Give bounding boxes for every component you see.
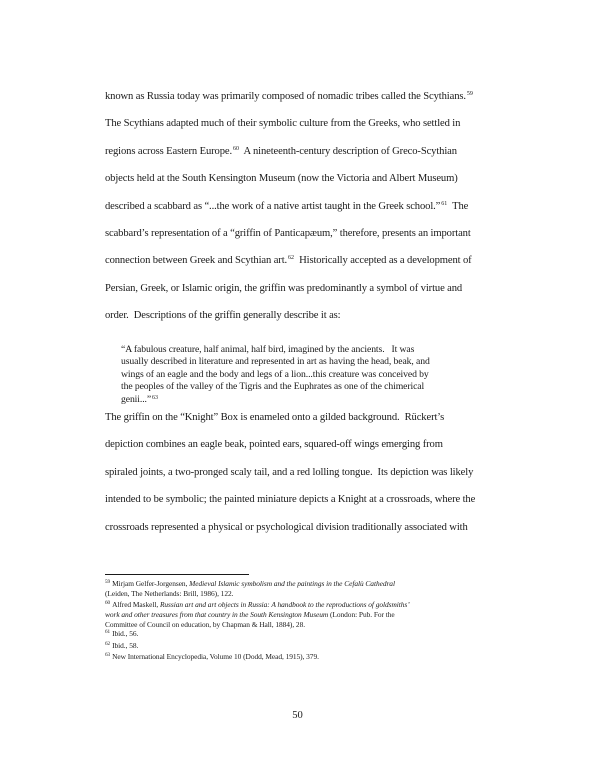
body-line: objects held at the South Kensington Museum (now the Victoria and Albert Museum) — [105, 173, 458, 185]
body-line: depiction combines an eagle beak, pointed ears, squared-off wings emerging from — [105, 439, 443, 451]
footnote-ref[interactable]: 59 — [466, 91, 473, 97]
quote-line: genii...”$^{63}$ — [121, 393, 159, 405]
body-line: regions across Eastern Europe.$^{60}$ A nineteenth-century description of Greco-Scythian — [105, 145, 457, 157]
footnote-ref[interactable]: 60 — [233, 145, 240, 152]
body-line: The Scythians adapted much of their symbolic culture from the Greeks, who settled in — [105, 118, 461, 130]
body-paragraph-2 — [105, 404, 545, 541]
footnote-59: $^{59}$ Mirjam Gelfer-Jorgensen, Medieval Islamic symbolism and the paintings in the Cefalù Cathedral — [105, 579, 395, 588]
body-line: described a scabbard as “...the work of a native artist taught in the Greek school.”$^{61}$ The — [105, 200, 469, 212]
body-line: spiraled joints, a two-pronged scaly tail, and a red lolling tongue. Its depiction was likely — [105, 466, 474, 478]
footnote-ref[interactable]: 63 — [152, 394, 159, 401]
block-quote — [121, 344, 541, 406]
footnote-60-cont: Committee of Council on education, by Chapman & Hall, 1884), 28. — [105, 619, 306, 629]
footnotes — [105, 579, 545, 662]
body-line: scabbard’s representation of a “griffin of Panticapæum,” therefore, presents an important — [105, 228, 471, 240]
footnote-ref[interactable]: 61 — [441, 200, 448, 207]
body-line: order. Descriptions of the griffin generally describe it as: — [105, 310, 341, 322]
quote-line: “A fabulous creature, half animal, half bird, imagined by the ancients. It was — [121, 344, 415, 355]
body-paragraph-1 — [105, 83, 545, 330]
page-number: 50 — [292, 710, 303, 721]
body-line: crossroads represented a physical or psychological division traditionally associated with — [105, 521, 468, 533]
body-line: Persian, Greek, or Islamic origin, the griffin was predominantly a symbol of virtue and — [105, 282, 463, 294]
footnote-60: $^{60}$ Alfred Maskell, Russian art and art objects in Russia: A handbook to the reproductions of goldsmiths’ — [105, 600, 410, 610]
footnote-ref[interactable]: 62 — [288, 255, 295, 262]
quote-line: wings of an eagle and the body and legs of a lion...this creature was conceived by — [121, 368, 429, 380]
footnote-61: $^{61}$ Ibid., 56. — [105, 629, 139, 639]
quote-line: the peoples of the valley of the Tigris and the Euphrates as one of the chimerical — [121, 381, 425, 393]
body-line: The griffin on the “Knight” Box is enameled onto a gilded background. Rückert’s — [105, 412, 445, 423]
body-line: known as Russia today was primarily composed of nomadic tribes called the Scythians.$^{59}$ — [105, 91, 473, 102]
body-line: intended to be symbolic; the painted miniature depicts a Knight at a crossroads, where the — [105, 494, 476, 506]
footnote-62: $^{62}$ Ibid., 58. — [105, 640, 139, 650]
footnote-63: $^{63}$ New International Encyclopedia, Volume 10 (Dodd, Mead, 1915), 379. — [105, 652, 319, 662]
footnote-60-cont: work and other treasures from that country in the South Kensington Museum (London: Pub. For the — [105, 609, 395, 619]
footnote-59-cont: (Leiden, The Netherlands: Brill, 1986), 122. — [105, 588, 234, 598]
quote-line: usually described in literature and represented in art as having the head, beak, and — [121, 356, 430, 368]
footnote-separator — [105, 574, 249, 575]
body-line: connection between Greek and Scythian art.$^{62}$ Historically accepted as a development of — [105, 255, 472, 267]
